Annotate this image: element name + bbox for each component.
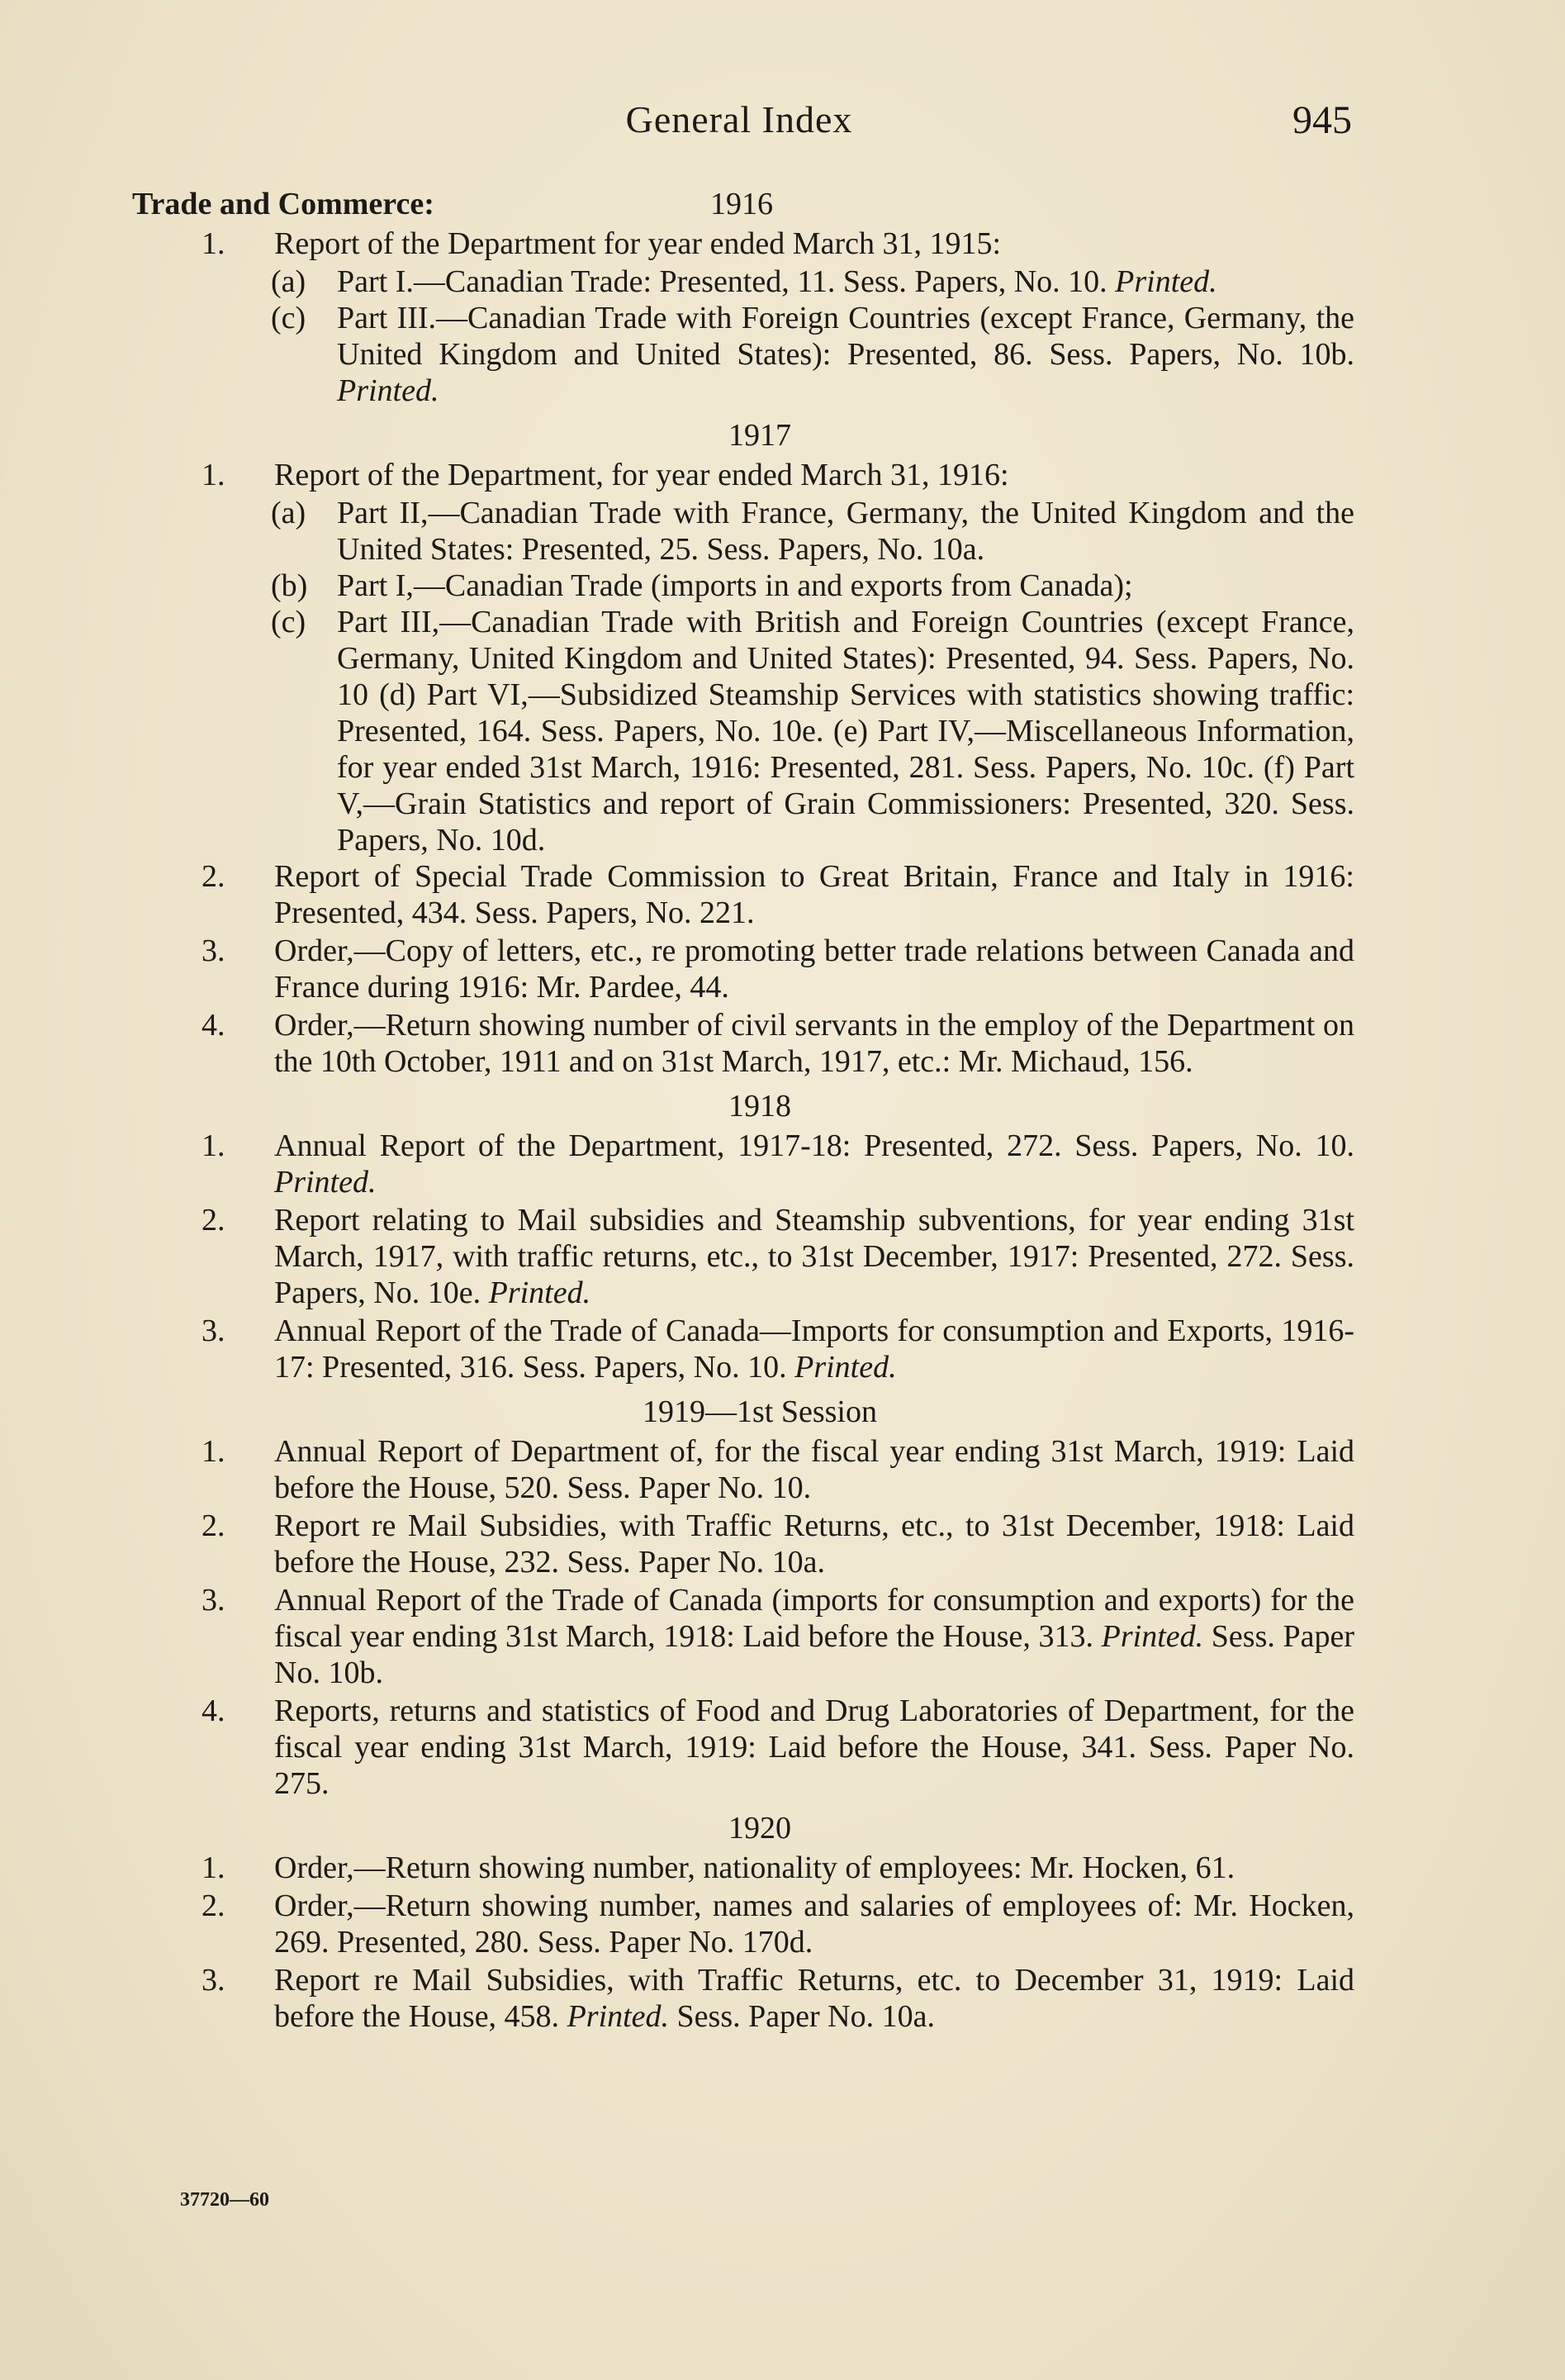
entry-number: 1.: [202, 1128, 225, 1163]
sub-entry-label: (a): [271, 264, 306, 299]
year-heading: 1916: [710, 187, 773, 221]
entry-number: 3.: [202, 1583, 225, 1618]
entry-text: Order,—Return showing number, nationality of employees: Mr. Hocken, 61.: [274, 1850, 1235, 1885]
entry-text: Order,—Return showing number, names and salaries of employees of: Mr. Hocken, 269. Presented, 280. Sess. Paper No. 170d.: [274, 1888, 1354, 1960]
index-entry: [132, 858, 1354, 931]
entry-text: Order,—Copy of letters, etc., re promoting better trade relations between Canada and France during 1916: Mr. Pardee, 44.: [274, 933, 1354, 1005]
index-entry: [132, 1693, 1354, 1802]
printed-note: Printed.: [567, 1999, 670, 2034]
entry-number: 1.: [202, 458, 225, 492]
index-entry: [132, 457, 1354, 493]
page-number: 945: [1292, 98, 1352, 142]
year-heading: 1920: [728, 1811, 791, 1846]
index-sections: [132, 226, 1354, 2035]
sub-entry-text: Part II,—Canadian Trade with France, Germany, the United Kingdom and the United States: Presented, 25. Sess. Papers, No. 10a.: [337, 496, 1354, 567]
index-entry: [132, 226, 1354, 262]
subject-heading: Trade and Commerce:: [132, 187, 434, 221]
entry-number: 2.: [202, 1508, 225, 1543]
entry-tail: Sess. Paper No. 10a.: [676, 1999, 935, 2034]
sub-entry-text: Part III.—Canadian Trade with Foreign Countries (except France, Germany, the United Kingdom and United States): Presented, 86. Sess. Papers, No. 10b.: [337, 301, 1354, 372]
year-heading: 1917: [728, 418, 791, 453]
index-entry: [132, 1007, 1354, 1080]
entry-text: Report of the Department, for year ended March 31, 1916:: [274, 458, 1009, 492]
entry-number: 3.: [202, 1314, 225, 1348]
sub-entry-text: Part I.—Canadian Trade: Presented, 11. Sess. Papers, No. 10.: [337, 264, 1107, 299]
entry-tail: Sess. Paper No. 10b.: [274, 1619, 1354, 1690]
entry-number: 4.: [202, 1694, 225, 1728]
entry-text: Report relating to Mail subsidies and Steamship subventions, for year ending 31st March, 1917, with traffic returns, etc., to 31st December, 1917: Presented, 272. Sess. Papers, No. 10e.: [274, 1203, 1354, 1310]
running-head: [0, 97, 1565, 155]
footer-code: 37720—60: [180, 2189, 269, 2211]
index-entry: [132, 1508, 1354, 1580]
sub-entry: [132, 495, 1354, 568]
entry-text: Report re Mail Subsidies, with Traffic Returns, etc., to 31st December, 1918: Laid before the House, 232. Sess. Paper No. 10a.: [274, 1508, 1354, 1580]
entry-number: 2.: [202, 1203, 225, 1238]
sub-entry-text: Part III,—Canadian Trade with British and Foreign Countries (except France, Germany, United Kingdom and United States): Presented, 94. Sess. Papers, No. 10 (d) Part VI,—Subsidized Steamship Services with statistics showing traffic: Presented, 164. Sess. Papers, No. 10e. (e) Part IV,—Miscellaneous Information, for year ended 31st March, 1916: Presented, 281. Sess. Papers, No. 10c. (f) Part V,—Grain Statistics and report of Grain Commissioners: Presented, 320. Sess. Papers, No. 10d.: [337, 605, 1354, 857]
sub-entry: [132, 568, 1354, 604]
index-entry: [132, 1433, 1354, 1506]
year-heading: 1919—1st Session: [643, 1394, 877, 1429]
index-entry: [132, 933, 1354, 1005]
printed-note: Printed.: [274, 1165, 377, 1200]
entry-number: 3.: [202, 933, 225, 968]
sub-entry-label: (b): [271, 568, 308, 603]
printed-note: Printed.: [794, 1350, 897, 1385]
entry-number: 3.: [202, 1963, 225, 1998]
sub-entry-text: Part I,—Canadian Trade (imports in and exports from Canada);: [337, 568, 1133, 603]
entry-number: 1.: [202, 1850, 225, 1885]
index-content: [132, 186, 1354, 2036]
entry-text: Annual Report of the Department, 1917-18: Presented, 272. Sess. Papers, No. 10.: [274, 1128, 1354, 1163]
entry-text: Annual Report of the Trade of Canada—Imports for consumption and Exports, 1916-17: Presented, 316. Sess. Papers, No. 10.: [274, 1314, 1354, 1385]
index-entry: [132, 1128, 1354, 1200]
printed-note: Printed.: [337, 373, 439, 408]
entry-number: 2.: [202, 1888, 225, 1923]
printed-note: Printed.: [488, 1276, 591, 1310]
entry-number: 1.: [202, 1434, 225, 1469]
page-title: General Index: [625, 98, 853, 140]
index-entry: [132, 1202, 1354, 1311]
subject-row: [132, 186, 1354, 226]
entry-text: Report re Mail Subsidies, with Traffic Returns, etc. to December 31, 1919: Laid before the House, 458.: [274, 1963, 1354, 2034]
entry-text: Annual Report of Department of, for the fiscal year ending 31st March, 1919: Laid before the House, 520. Sess. Paper No. 10.: [274, 1434, 1354, 1505]
entry-text: Report of Special Trade Commission to Great Britain, France and Italy in 1916: Presented, 434. Sess. Papers, No. 221.: [274, 859, 1354, 930]
index-entry: [132, 1962, 1354, 2035]
printed-note: Printed.: [1115, 264, 1217, 299]
sub-entry-label: (c): [271, 301, 306, 335]
index-entry: [132, 1888, 1354, 1960]
entry-number: 1.: [202, 226, 225, 261]
entry-text: Annual Report of the Trade of Canada (imports for consumption and exports) for the fiscal year ending 31st March, 1918: Laid before the House, 313.: [274, 1583, 1354, 1654]
entry-text: Reports, returns and statistics of Food and Drug Laboratories of Department, for the fiscal year ending 31st March, 1919: Laid before the House, 341. Sess. Paper No. 275.: [274, 1694, 1354, 1801]
sub-entry-label: (c): [271, 605, 306, 639]
index-entry: [132, 1313, 1354, 1385]
index-entry: [132, 1582, 1354, 1691]
sub-entry: [132, 264, 1354, 300]
entry-text: Order,—Return showing number of civil servants in the employ of the Department on the 10th October, 1911 and on 31st March, 1917, etc.: Mr. Michaud, 156.: [274, 1008, 1354, 1079]
entry-number: 4.: [202, 1008, 225, 1043]
sub-entry: [132, 604, 1354, 858]
printed-note: Printed.: [1101, 1619, 1204, 1654]
entry-number: 2.: [202, 859, 225, 894]
sub-entry-label: (a): [271, 496, 306, 530]
sub-entry: [132, 300, 1354, 409]
index-entry: [132, 1850, 1354, 1886]
year-heading: 1918: [728, 1089, 791, 1123]
entry-text: Report of the Department for year ended March 31, 1915:: [274, 226, 1002, 261]
